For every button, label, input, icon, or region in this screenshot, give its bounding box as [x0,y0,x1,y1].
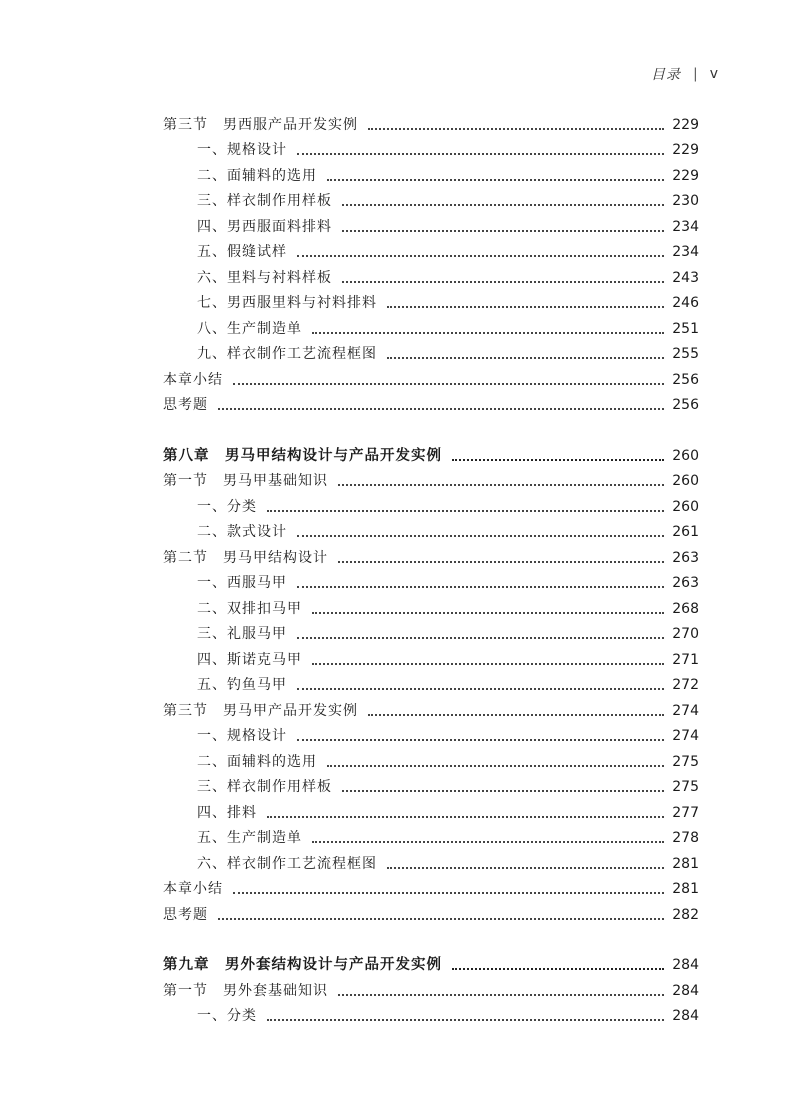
toc-entry-page: 246 [672,295,699,311]
toc-entry-page: 274 [672,728,699,744]
dot-leader [297,637,664,639]
toc-entry-section[interactable] [163,974,699,1000]
toc-entry-page: 256 [672,397,699,413]
toc-entry-page: 277 [672,804,699,821]
running-header-title: 目录 [650,67,681,83]
toc-entry-page: 278 [672,830,699,846]
toc-entry-label: 五、假缝试样 [197,244,287,260]
toc-entry-label: 思考题 [163,397,208,413]
toc-entry-page: 275 [672,753,699,770]
toc-entry-section[interactable] [163,694,699,720]
dot-leader [267,510,664,512]
toc-entry-label: 七、男西服里料与衬料排料 [197,295,377,311]
toc-entry-page: 260 [672,447,699,464]
toc-entry-page: 234 [672,218,699,235]
toc-entry-label: 四、斯诺克马甲 [197,651,302,668]
toc-entry-plain[interactable] [163,389,699,415]
toc-entry-page: 260 [672,498,699,515]
toc-entry-label: 五、生产制造单 [197,830,302,846]
dot-leader [218,408,664,410]
table-of-contents [163,108,699,1025]
toc-entry-page: 230 [672,193,699,209]
toc-entry-label: 本章小结 [163,371,223,388]
toc-entry-page: 282 [672,906,699,923]
dot-leader [387,867,664,869]
toc-entry-item[interactable] [163,516,699,542]
dot-leader [233,383,664,385]
toc-entry-item[interactable] [163,261,699,287]
toc-entry-label: 四、排料 [197,804,257,821]
toc-entry-page: 251 [672,320,699,337]
dot-leader [327,765,664,767]
toc-entry-page: 260 [672,473,699,489]
toc-entry-item[interactable] [163,567,699,593]
dot-leader [233,892,664,894]
toc-entry-label: 第九章 男外套结构设计与产品开发实例 [163,956,442,973]
toc-entry-page: 284 [672,1008,699,1024]
toc-entry-label: 第三节 男马甲产品开发实例 [163,702,358,719]
dot-leader [297,255,664,257]
toc-spacer [163,924,699,949]
dot-leader [297,586,664,588]
toc-entry-label: 一、规格设计 [197,728,287,744]
dot-leader [342,230,664,232]
toc-entry-label: 二、面辅料的选用 [197,167,317,184]
toc-entry-page: 263 [672,549,699,566]
toc-entry-label: 第三节 男西服产品开发实例 [163,116,358,133]
toc-entry-page: 234 [672,244,699,260]
toc-entry-page: 270 [672,626,699,642]
toc-entry-label: 二、双排扣马甲 [197,600,302,617]
toc-entry-item[interactable] [163,643,699,669]
toc-entry-page: 229 [672,142,699,158]
toc-entry-item[interactable] [163,1000,699,1026]
toc-entry-section[interactable] [163,465,699,491]
toc-entry-label: 一、西服马甲 [197,575,287,591]
toc-entry-plain[interactable] [163,873,699,899]
toc-entry-page: 271 [672,651,699,668]
toc-entry-label: 一、分类 [197,498,257,515]
toc-entry-page: 256 [672,371,699,388]
toc-entry-page: 281 [672,881,699,897]
toc-entry-item[interactable] [163,720,699,746]
dot-leader [297,739,664,741]
toc-entry-page: 229 [672,167,699,184]
toc-entry-label: 第八章 男马甲结构设计与产品开发实例 [163,446,442,464]
toc-entry-page: 243 [672,269,699,286]
dot-leader [342,204,664,206]
toc-entry-page: 263 [672,575,699,591]
toc-entry-page: 284 [672,957,699,973]
toc-entry-label: 一、分类 [197,1008,257,1024]
dot-leader [312,612,664,614]
toc-entry-item[interactable] [163,618,699,644]
toc-entry-item[interactable] [163,236,699,262]
toc-entry-page: 272 [672,677,699,693]
dot-leader [267,1019,664,1021]
dot-leader [342,790,664,792]
dot-leader [267,816,664,818]
dot-leader [312,332,664,334]
toc-entry-item[interactable] [163,210,699,236]
dot-leader [312,841,664,843]
toc-entry-label: 三、样衣制作用样板 [197,193,332,209]
dot-leader [297,688,664,690]
toc-entry-item[interactable] [163,771,699,797]
toc-entry-chapter[interactable] [163,439,699,465]
toc-entry-page: 284 [672,982,699,999]
toc-entry-item[interactable] [163,745,699,771]
toc-entry-plain[interactable] [163,898,699,924]
toc-entry-section[interactable] [163,541,699,567]
toc-entry-label: 三、样衣制作用样板 [197,779,332,795]
toc-entry-item[interactable] [163,338,699,364]
toc-entry-page: 268 [672,600,699,617]
toc-entry-label: 九、样衣制作工艺流程框图 [197,346,377,362]
toc-entry-page: 281 [672,855,699,872]
toc-entry-plain[interactable] [163,363,699,389]
toc-entry-item[interactable] [163,796,699,822]
page-number: v [709,66,718,82]
dot-leader [342,281,664,283]
toc-entry-item[interactable] [163,134,699,160]
dot-leader [387,357,664,359]
toc-entry-item[interactable] [163,490,699,516]
toc-entry-label: 八、生产制造单 [197,320,302,337]
toc-entry-item[interactable] [163,312,699,338]
dot-leader [452,968,664,970]
toc-entry-page: 255 [672,346,699,362]
toc-entry-page: 261 [672,524,699,540]
toc-entry-label: 二、面辅料的选用 [197,753,317,770]
toc-entry-label: 六、样衣制作工艺流程框图 [197,855,377,872]
toc-entry-page: 275 [672,779,699,795]
dot-leader [297,153,664,155]
dot-leader [297,535,664,537]
toc-entry-item[interactable] [163,669,699,695]
toc-entry-label: 二、款式设计 [197,524,287,540]
toc-entry-item[interactable] [163,185,699,211]
running-header [651,64,718,84]
dot-leader [368,128,664,130]
toc-entry-page: 274 [672,702,699,719]
toc-entry-label: 第一节 男外套基础知识 [163,982,328,999]
dot-leader [368,714,664,716]
toc-entry-label: 第二节 男马甲结构设计 [163,549,328,566]
toc-entry-chapter[interactable] [163,949,699,975]
dot-leader [387,306,664,308]
dot-leader [338,561,664,563]
dot-leader [312,663,664,665]
dot-leader [452,459,664,461]
toc-entry-item[interactable] [163,847,699,873]
toc-entry-page: 229 [672,116,699,133]
toc-entry-label: 三、礼服马甲 [197,626,287,642]
toc-entry-label: 一、规格设计 [197,142,287,158]
toc-entry-label: 本章小结 [163,881,223,897]
toc-entry-label: 五、钓鱼马甲 [197,677,287,693]
toc-spacer [163,414,699,439]
dot-leader [218,918,664,920]
toc-entry-item[interactable] [163,592,699,618]
toc-entry-label: 四、男西服面料排料 [197,218,332,235]
toc-entry-item[interactable] [163,822,699,848]
toc-entry-label: 思考题 [163,906,208,923]
toc-entry-item[interactable] [163,287,699,313]
dot-leader [338,994,664,996]
dot-leader [338,484,664,486]
toc-entry-label: 第一节 男马甲基础知识 [163,473,328,489]
toc-entry-item[interactable] [163,159,699,185]
running-header-separator: | [692,66,698,82]
toc-entry-section[interactable] [163,108,699,134]
toc-entry-label: 六、里料与衬料样板 [197,269,332,286]
dot-leader [327,179,664,181]
